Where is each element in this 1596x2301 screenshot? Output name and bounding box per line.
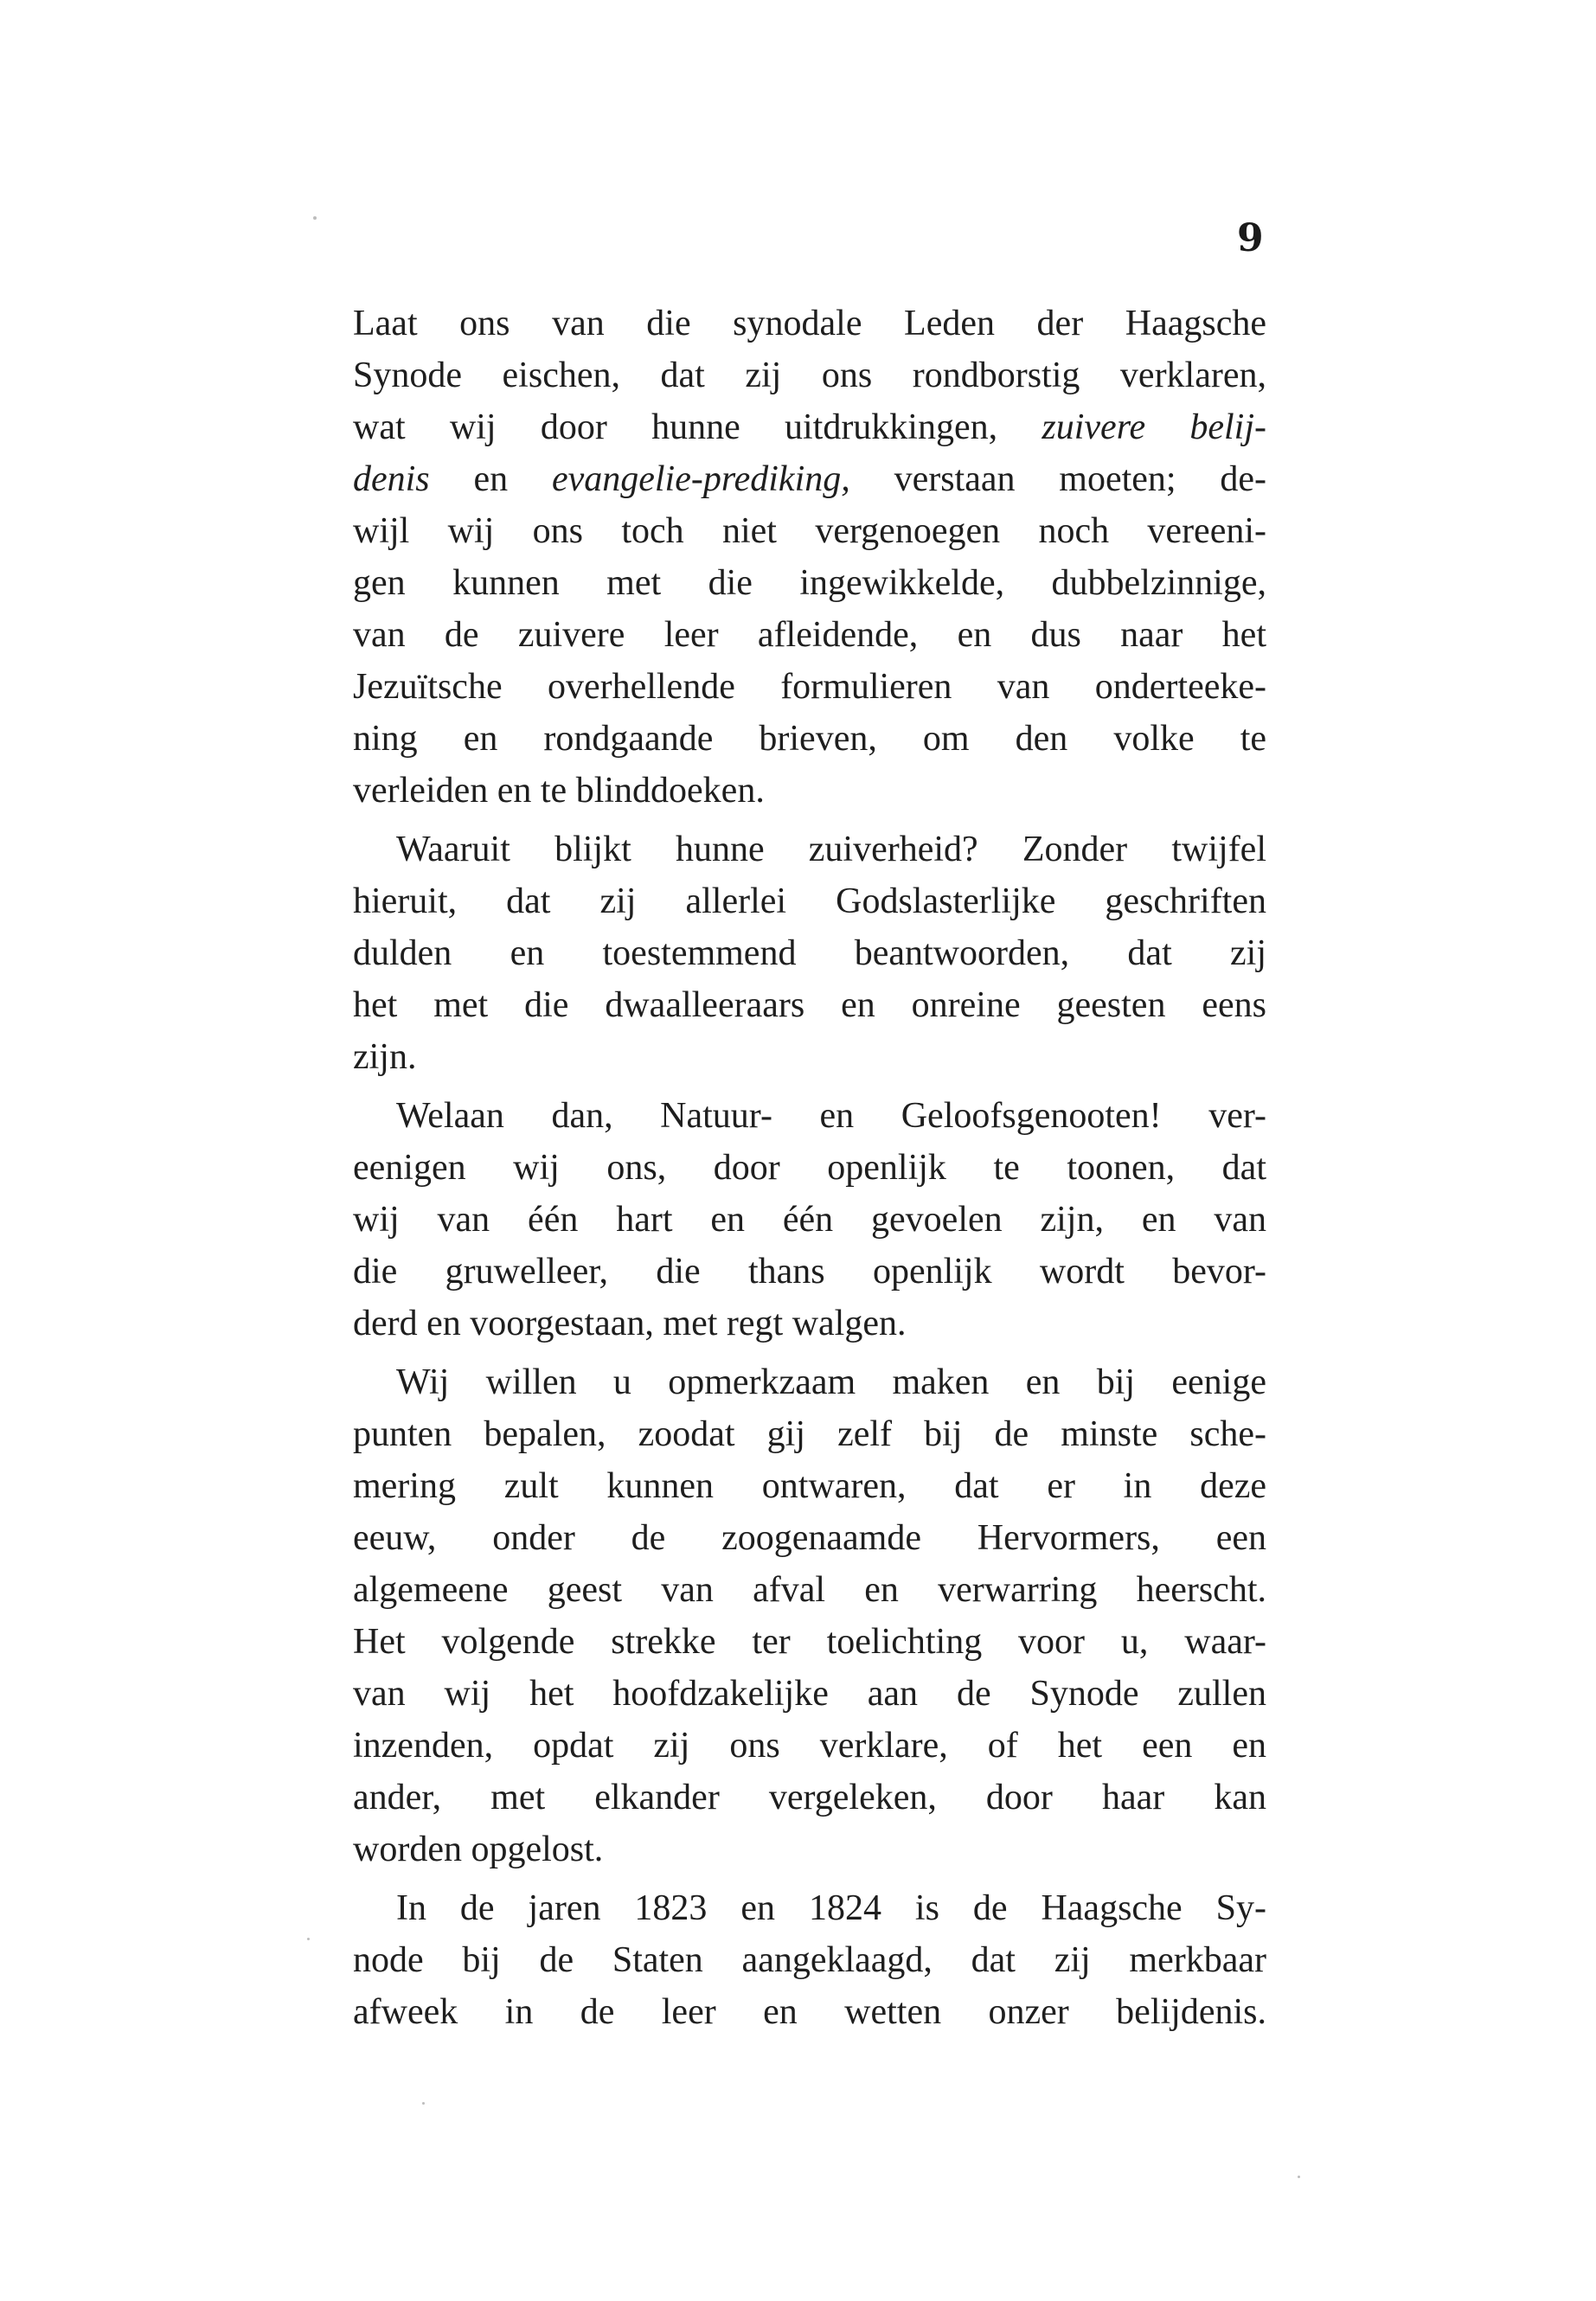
text-line: Wij willen u opmerkzaam maken en bij eenige [396, 1362, 1266, 1402]
text-line: Het volgende strekke ter toelichting voor u, waar- [353, 1622, 1266, 1662]
italic-phrase: evangelie-prediking, [551, 459, 850, 499]
text-line: mering zult kunnen ontwaren, dat er in deze [353, 1466, 1266, 1506]
body-text [353, 298, 1266, 2038]
text-line: In de jaren 1823 en 1824 is de Haagsche Sy- [396, 1888, 1266, 1928]
text-line: Synode eischen, dat zij ons rondborstig verklaren, [353, 356, 1266, 395]
text-line: ning en rondgaande brieven, om den volke te [353, 719, 1266, 759]
text-line: zijn. [353, 1037, 417, 1077]
text-line: derd en voorgestaan, met regt walgen. [353, 1304, 907, 1343]
text-run: verstaan moeten; de- [894, 459, 1267, 499]
text-line: punten bepalen, zoodat gij zelf bij de minste sche- [353, 1414, 1266, 1454]
text-line: Waaruit blijkt hunne zuiverheid? Zonder twijfel [396, 830, 1266, 869]
text-line [353, 453, 1266, 505]
text-line: inzenden, opdat zij ons verklare, of het een en [353, 1726, 1266, 1766]
text-line [353, 401, 1266, 453]
text-line: die gruwelleer, die thans openlijk wordt bevor- [353, 1252, 1266, 1292]
text-line: node bij de Staten aangeklaagd, dat zij merkbaar [353, 1940, 1266, 1980]
italic-phrase: zuivere belij- [1042, 407, 1267, 447]
text-line: worden opgelost. [353, 1830, 604, 1869]
scan-speck [1298, 2176, 1300, 2178]
page-number: 9 [1237, 216, 1264, 260]
scan-speck [313, 216, 317, 220]
text-run: wat wij door hunne uitdrukkingen, [353, 407, 998, 447]
text-line: hieruit, dat zij allerlei Godslasterlijke geschriften [353, 881, 1266, 921]
text-line: van wij het hoofdzakelijke aan de Synode zullen [353, 1674, 1266, 1714]
text-line: eenigen wij ons, door openlijk te toonen, dat [353, 1148, 1266, 1188]
text-line: dulden en toestemmend beantwoorden, dat zij [353, 933, 1266, 973]
text-line: wijl wij ons toch niet vergenoegen noch vereeni- [353, 511, 1266, 551]
text-line: eeuw, onder de zoogenaamde Hervormers, een [353, 1518, 1266, 1558]
text-line: afweek in de leer en wetten onzer belijdenis. [353, 1992, 1266, 2032]
text-line: verleiden en te blinddoeken. [353, 771, 765, 811]
scan-speck [307, 1938, 310, 1940]
text-line: van de zuivere leer afleidende, en dus naar het [353, 615, 1266, 655]
text-line: algemeene geest van afval en verwarring heerscht. [353, 1570, 1266, 1610]
text-line: Laat ons van die synodale Leden der Haagsche [353, 304, 1266, 343]
text-line: ander, met elkander vergeleken, door haar kan [353, 1778, 1266, 1817]
scan-speck [422, 2102, 425, 2105]
text-line: gen kunnen met die ingewikkelde, dubbelzinnige, [353, 563, 1266, 603]
italic-phrase: denis [353, 459, 430, 499]
text-line: wij van één hart en één gevoelen zijn, en van [353, 1200, 1266, 1240]
text-line: Jezuïtsche overhellende formulieren van onderteeke- [353, 667, 1266, 707]
text-line: Welaan dan, Natuur- en Geloofsgenooten! ver- [396, 1096, 1266, 1136]
text-line: het met die dwaalleeraars en onreine geesten eens [353, 985, 1266, 1025]
text-run: en [473, 459, 509, 499]
